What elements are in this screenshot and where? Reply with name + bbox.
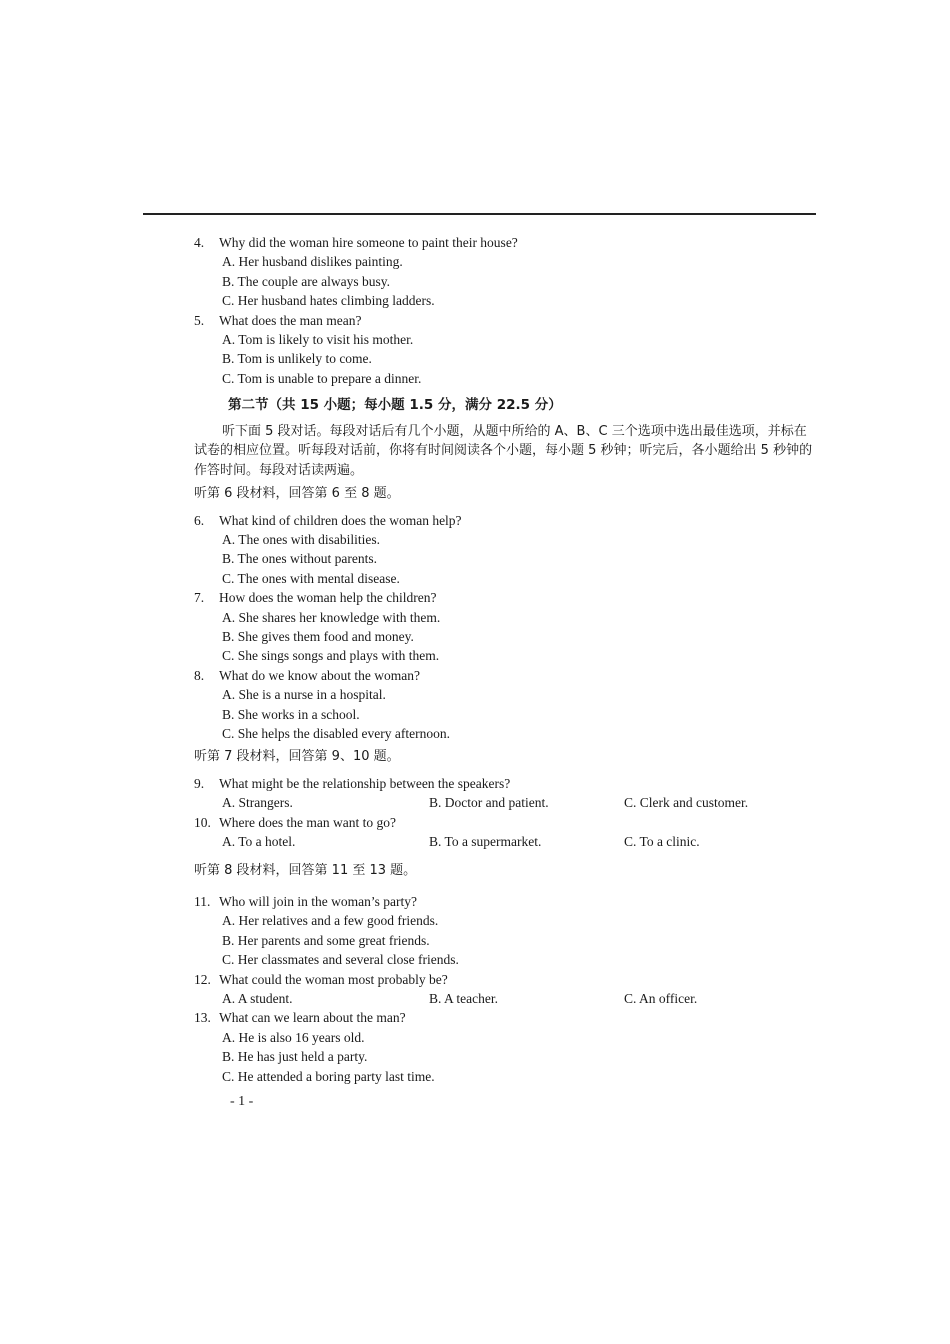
question-number: 8. [194, 667, 205, 683]
question-10 [194, 813, 814, 852]
question-text: What kind of children does the woman help? [219, 512, 462, 528]
option-b: B. The ones without parents. [222, 551, 377, 567]
option-a: A. Her husband dislikes painting. [222, 254, 403, 270]
question-9 [194, 774, 814, 813]
option-b: B. The couple are always busy. [222, 273, 390, 289]
question-number: 9. [194, 775, 205, 791]
question-text: Where does the man want to go? [219, 814, 396, 830]
question-number: 6. [194, 512, 205, 528]
question-text: How does the woman help the children? [219, 590, 437, 606]
question-text: Who will join in the woman’s party? [219, 893, 417, 909]
exam-content [194, 233, 814, 1086]
option-c: C. He attended a boring party last time. [222, 1068, 435, 1084]
question-text: What might be the relationship between the speakers? [219, 775, 511, 791]
option-c: C. To a clinic. [624, 834, 700, 850]
option-a: A. Her relatives and a few good friends. [222, 913, 439, 929]
option-a: A. Strangers. [222, 795, 293, 811]
top-rule [143, 213, 816, 215]
page-number: - 1 - [230, 1094, 254, 1109]
option-row [222, 832, 814, 851]
question-4 [194, 233, 814, 311]
question-number: 7. [194, 590, 205, 606]
option-a: A. The ones with disabilities. [222, 531, 380, 547]
question-13 [194, 1008, 814, 1086]
section-heading: 第二节（共 15 小题；每小题 1.5 分，满分 22.5 分） [228, 397, 562, 414]
question-text: Why did the woman hire someone to paint their house? [219, 235, 518, 250]
question-11 [194, 892, 814, 970]
option-a: A. She shares her knowledge with them. [222, 609, 441, 625]
option-c: C. An officer. [624, 990, 698, 1006]
option-c: C. The ones with mental disease. [222, 570, 400, 586]
option-b: B. Tom is unlikely to come. [222, 351, 372, 367]
question-number: 10. [194, 814, 211, 830]
question-12 [194, 970, 814, 1009]
question-5 [194, 311, 814, 389]
question-6 [194, 511, 814, 589]
option-row [222, 793, 814, 812]
option-b: B. A teacher. [429, 990, 498, 1006]
option-a: A. She is a nurse in a hospital. [222, 687, 386, 703]
option-c: C. She helps the disabled every afternoon. [222, 726, 450, 742]
listening-prompt-7: 听第 7 段材料，回答第 9、10 题。 [194, 749, 400, 765]
option-a: A. Tom is likely to visit his mother. [222, 332, 414, 348]
option-b: B. She works in a school. [222, 706, 360, 722]
question-text: What could the woman most probably be? [219, 971, 448, 987]
question-number: 12. [194, 971, 211, 987]
option-a: A. To a hotel. [222, 834, 296, 850]
option-b: B. Her parents and some great friends. [222, 932, 430, 948]
question-number: 13. [194, 1010, 211, 1026]
option-c: C. Her classmates and several close friends. [222, 952, 459, 968]
question-number: 11. [194, 893, 211, 909]
option-c: C. She sings songs and plays with them. [222, 648, 440, 664]
option-c: C. Her husband hates climbing ladders. [222, 293, 435, 309]
listening-prompt-8: 听第 8 段材料，回答第 11 至 13 题。 [194, 863, 417, 879]
option-b: B. She gives them food and money. [222, 629, 414, 644]
question-number: 4. [194, 235, 205, 250]
listening-prompt-6: 听第 6 段材料，回答第 6 至 8 题。 [194, 486, 400, 502]
option-a: A. He is also 16 years old. [222, 1029, 365, 1045]
option-c: C. Clerk and customer. [624, 795, 749, 811]
question-8 [194, 666, 814, 744]
option-b: B. He has just held a party. [222, 1049, 368, 1065]
question-text: What do we know about the woman? [219, 667, 420, 683]
section-instructions: 听下面 5 段对话。每段对话后有几个小题，从题中所给的 A、B、C 三个选项中选出最佳选项，并标在试卷的相应位置。听每段对话前，你将有时间阅读各个小题，每小题 5 秒钟；听完后，各小题给出 5 秒钟的作答时间。每段对话读两遍。 [194, 423, 813, 478]
option-c: C. Tom is unable to prepare a dinner. [222, 370, 422, 386]
question-number: 5. [194, 312, 205, 328]
option-b: B. Doctor and patient. [429, 795, 549, 811]
question-7 [194, 588, 814, 666]
question-text: What does the man mean? [219, 312, 362, 328]
option-b: B. To a supermarket. [429, 834, 542, 850]
question-text: What can we learn about the man? [219, 1010, 406, 1026]
option-row [222, 989, 814, 1008]
option-a: A. A student. [222, 990, 293, 1006]
